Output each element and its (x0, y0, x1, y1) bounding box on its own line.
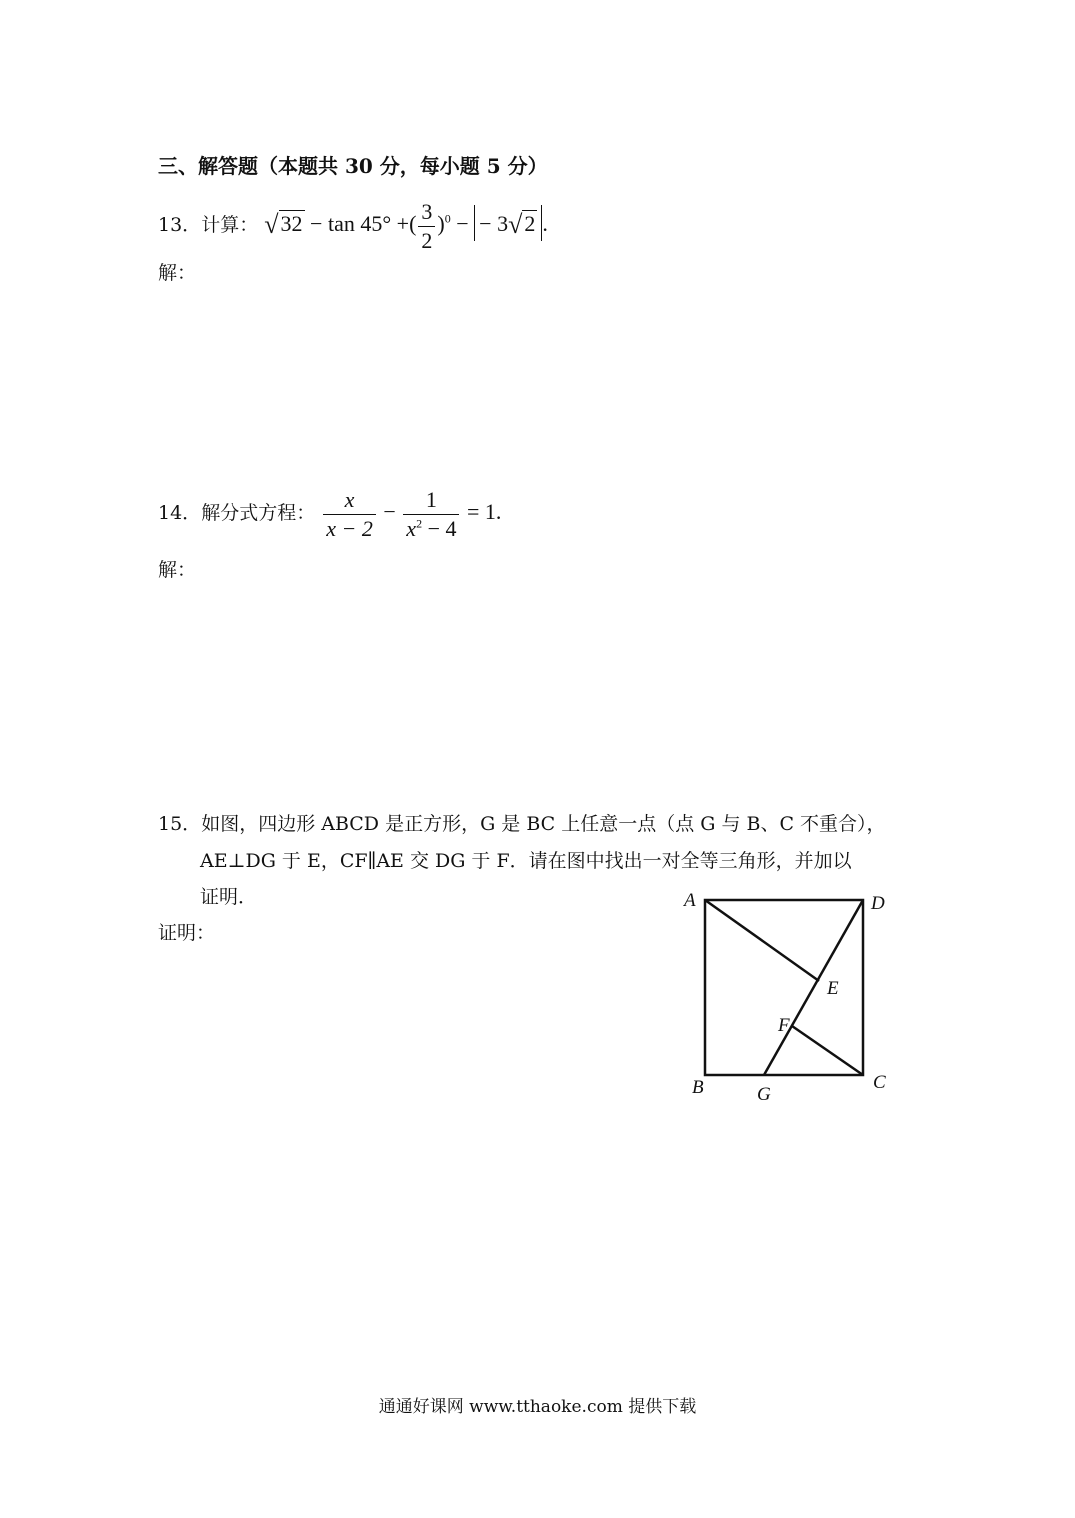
question-13-answer-label: 解： (158, 262, 197, 284)
label-f: F (778, 1015, 790, 1036)
label-e: E (827, 978, 839, 999)
question-15-number: 15． (158, 813, 202, 835)
absolute-value: − 3√2 (474, 205, 542, 241)
square-abcd (705, 900, 863, 1075)
question-15-proof-label: 证明： (158, 922, 216, 944)
question-13 (158, 198, 548, 254)
question-15-line-1 (158, 809, 886, 836)
label-d: D (871, 893, 885, 914)
fraction-3-2: $\frac{3}{2}$ (418, 198, 435, 254)
question-15-text-1: 如图，四边形 ABCD 是正方形，G 是 BC 上任意一点（点 G 与 B、C 不重合）， (201, 813, 886, 835)
question-14-answer-label: 解： (158, 559, 197, 581)
open-paren: ( (409, 211, 417, 237)
question-14 (158, 486, 501, 542)
question-14-expression (321, 487, 502, 541)
sqrt-32: √32 (264, 210, 303, 240)
question-13-number: 13． (158, 214, 202, 237)
minus-sign: − (456, 211, 469, 237)
label-g: G (757, 1084, 771, 1105)
tan-term: tan 45° (327, 211, 392, 237)
plus-sign: + (396, 211, 410, 237)
label-c: C (873, 1072, 886, 1093)
question-15-line-2: AE⊥DG 于 E，CF∥AE 交 DG 于 F．请在图中找出一对全等三角形，并加以 (200, 850, 852, 872)
label-b: B (692, 1077, 704, 1098)
segment-dg (764, 900, 863, 1075)
fraction-x-over-x-minus-2: $\frac{x}{x - 2}$ (323, 486, 376, 542)
section-title: 三、解答题（本题共 30 分，每小题 5 分） (158, 154, 548, 178)
equals-one: = 1 (466, 499, 496, 525)
close-paren: ) (437, 211, 445, 237)
minus-sign: − (310, 211, 323, 237)
question-14-prompt: 解分式方程： (201, 502, 316, 525)
period: . (542, 211, 548, 237)
question-13-prompt: 计算： (201, 214, 259, 237)
question-14-number: 14． (158, 502, 202, 525)
fraction-1-over-x2-minus-4: $\frac{1}{x^2 - 4}$ (403, 486, 459, 542)
period: . (495, 499, 502, 525)
question-13-expression (264, 199, 548, 253)
footer-credit: 通通好课网 www.tthaoke.com 提供下载 (378, 1397, 697, 1417)
exponent-zero: 0 (444, 211, 451, 226)
square-abcd-figure (670, 880, 910, 1110)
label-a: A (684, 890, 696, 911)
minus-sign: − (383, 499, 396, 525)
segment-ae (705, 900, 819, 981)
segment-cf (792, 1026, 863, 1075)
question-15-line-3: 证明． (200, 886, 258, 908)
